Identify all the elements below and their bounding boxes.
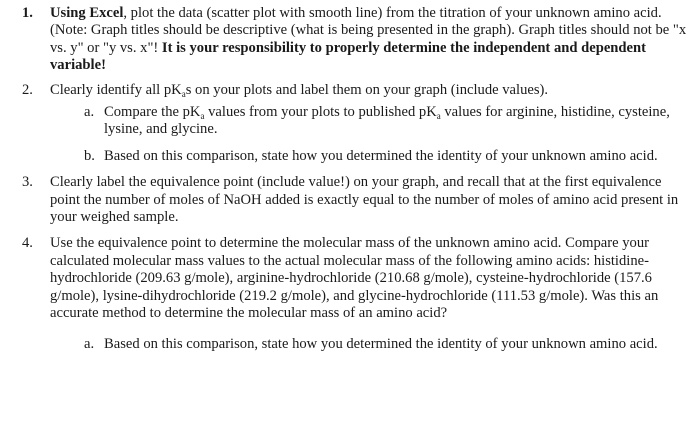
subquestion-letter: a. — [84, 104, 95, 121]
question-number: 4. — [22, 235, 33, 252]
question-number: 3. — [22, 174, 33, 191]
subquestion-text: Based on this comparison, state how you determined the identity of your unknown amino acid. — [104, 147, 658, 164]
question-text: Clearly identify all pK — [50, 81, 182, 98]
subscript: a — [181, 88, 186, 99]
question-text: Clearly label the equivalence point (include value!) on your graph, and recall that at the first equivalence point the number of moles of NaOH added is exactly equal to the number of moles of amino acid present in your weighed sample. — [50, 174, 679, 226]
question-lead: Using Excel — [50, 5, 124, 21]
subquestion-text: Based on this comparison, state how you determined the identity of your unknown amino acid. — [104, 335, 658, 352]
subquestion-letter: b. — [84, 147, 95, 164]
subscript: a — [436, 111, 441, 122]
question-text: , plot the data (scatter plot with smooth line) from the titration of your unknown amino acid. (Note: Graph titles should be descriptive (what is being presented in the graph). Graph titles should not be "x vs. y" or "y vs. x"! — [50, 5, 687, 56]
question-2b — [84, 148, 690, 165]
question-2a — [84, 104, 686, 139]
subquestion-letter: a. — [84, 335, 95, 352]
subquestion-text: Compare the pK — [104, 104, 201, 121]
question-4 — [22, 235, 690, 322]
question-1 — [22, 5, 690, 75]
question-number: 1. — [22, 5, 33, 21]
subquestion-text-cont: values from your plots to published pK — [204, 104, 437, 121]
question-text: Use the equivalence point to determine the molecular mass of the unknown amino acid. Compare your calculated molecular mass values to the actual molecular mass of the following amino acids: histidine-hydrochloride (209.63 g/mole), arginine-hydrochloride (210.68 g/mole), cysteine-hydrochloride (157.6 g/mole), lysine-dihydrochloride (219.2 g/mole), and glycine-hydrochloride (111.53 g/mole). Was this an accurate method to determine the molecular mass of an amino acid? — [50, 235, 659, 322]
subscript: a — [200, 111, 205, 122]
subquestion-text-end: values for arginine, histidine, cysteine, lysine, and glycine. — [104, 104, 670, 138]
question-4a — [84, 336, 690, 353]
question-2 — [22, 82, 690, 99]
question-emphasis: It is your responsibility to properly determine the independent and dependent variable! — [50, 39, 646, 74]
question-3 — [22, 174, 690, 226]
question-number: 2. — [22, 81, 33, 98]
question-text-cont: s on your plots and label them on your graph (include values). — [185, 81, 549, 98]
